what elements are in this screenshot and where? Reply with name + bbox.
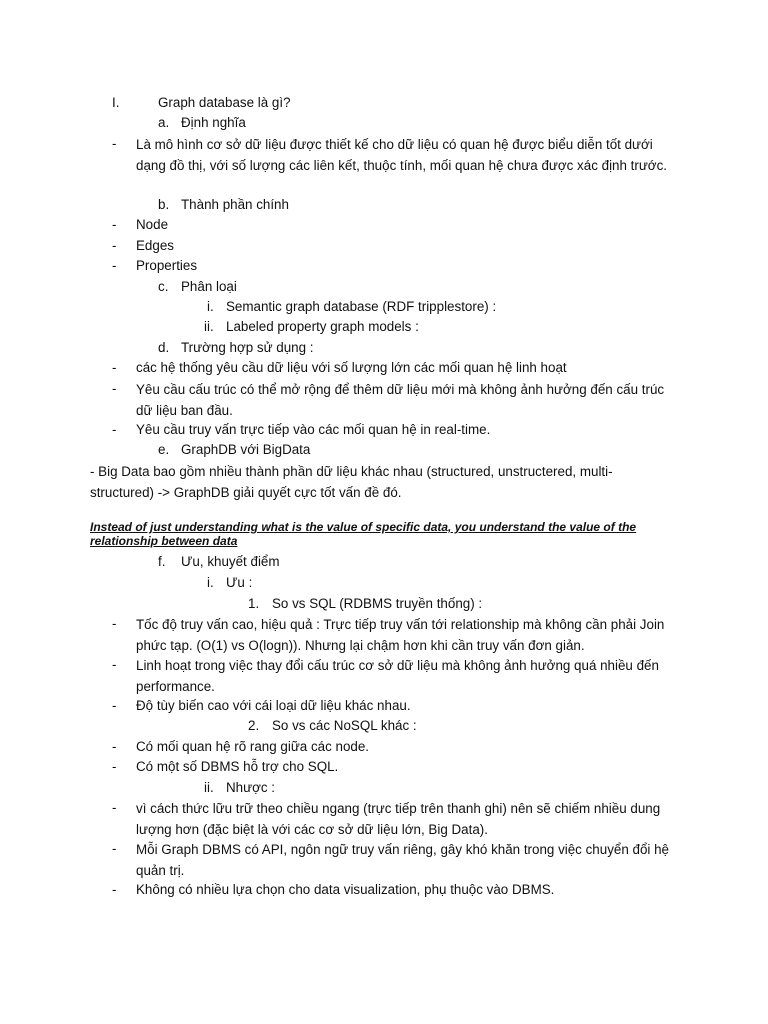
roman-marker: ii. <box>204 319 214 334</box>
bullet-dash: - <box>112 381 117 396</box>
roman-marker: i. <box>207 575 214 590</box>
pros-text: Có một số DBMS hỗ trợ cho SQL. <box>136 759 339 774</box>
subheading-marker: a. <box>158 115 170 130</box>
subheading-title: Phân loại <box>181 279 237 294</box>
bullet-dash: - <box>112 657 117 672</box>
cons-text: vì cách thức lữu trữ theo chiều ngang (trực tiếp trên thanh ghi) nên sẽ chiếm nhiều dung lượng hơn (đặc biệt là với các cơ sở dữ liệu lớn, Big Data). <box>136 801 661 837</box>
bullet-dash: - <box>112 698 117 713</box>
subheading-title: Ưu, khuyết điểm <box>181 554 280 569</box>
bullet-dash: - <box>112 759 117 774</box>
cons-title: Nhược : <box>226 780 275 795</box>
bullet-dash: - <box>112 217 117 232</box>
cons-text: Mỗi Graph DBMS có API, ngôn ngữ truy vấn riêng, gây khó khăn trong việc chuyển đổi hệ quản trị. <box>136 842 669 878</box>
section-title: Graph database là gì? <box>158 95 291 110</box>
bullet-dash: - <box>112 422 117 437</box>
subheading-marker: c. <box>158 279 169 294</box>
bullet-dash: - <box>112 258 117 273</box>
component-text: Node <box>136 217 169 232</box>
section-marker: I. <box>112 95 120 110</box>
bullet-dash: - <box>112 882 117 897</box>
bullet-dash: - <box>112 136 117 151</box>
bullet-dash: - <box>112 616 117 631</box>
bigdata-text: - Big Data bao gồm nhiều thành phần dữ liệu khác nhau (structured, unstructered, multi-structured) -> GraphDB giải quyết cực tốt vấn đề đó. <box>90 464 613 500</box>
subheading-marker: b. <box>158 197 170 212</box>
component-text: Edges <box>136 238 174 253</box>
bullet-dash: - <box>112 238 117 253</box>
bullet-dash: - <box>112 800 117 815</box>
component-text: Properties <box>136 258 198 273</box>
subheading-title: Định nghĩa <box>181 115 246 130</box>
pros-sql-title: So vs SQL (RDBMS truyền thống) : <box>272 596 483 611</box>
roman-marker: ii. <box>204 780 214 795</box>
use-case-text: Yêu cầu cấu trúc có thể mở rộng để thêm dữ liệu mới mà không ảnh hưởng đến cấu trúc dữ liệu ban đầu. <box>136 382 665 418</box>
bullet-dash: - <box>112 739 117 754</box>
subheading-marker: e. <box>158 442 170 457</box>
pros-text: Tốc độ truy vấn cao, hiệu quả : Trực tiếp truy vấn tới relationship mà không cần phải Join phức tạp. (O(1) vs O(logn)). Nhưng lại chậm hơn khi cần truy vấn đơn giản. <box>136 617 665 653</box>
use-case-text: Yêu cầu truy vấn trực tiếp vào các mối quan hệ in real-time. <box>136 422 491 437</box>
pros-nosql-title: So vs các NoSQL khác : <box>272 718 417 733</box>
definition-text: Là mô hình cơ sở dữ liệu được thiết kế cho dữ liệu có quan hệ được biểu diễn tốt dưới dạng đồ thị, với số lượng các liên kết, thuộc tính, mối quan hệ chưa được xác định trước. <box>136 137 667 173</box>
pros-title: Ưu : <box>226 575 253 590</box>
subheading-marker: f. <box>158 554 166 569</box>
roman-marker: i. <box>207 299 214 314</box>
type-text: Labeled property graph models : <box>226 319 419 334</box>
pros-text: Độ tùy biến cao với cái loại dữ liệu khác nhau. <box>136 698 411 713</box>
number-marker: 1. <box>248 596 260 611</box>
subheading-title: Trường hợp sử dụng : <box>181 340 314 355</box>
number-marker: 2. <box>248 718 260 733</box>
bullet-dash: - <box>112 841 117 856</box>
subheading-title: Thành phần chính <box>181 197 289 212</box>
cons-text: Không có nhiều lựa chọn cho data visualization, phụ thuộc vào DBMS. <box>136 882 555 897</box>
subheading-title: GraphDB với BigData <box>181 442 311 457</box>
quote-text: Instead of just understanding what is the value of specific data, you understand the value of the relationship between data <box>90 520 637 548</box>
subheading-marker: d. <box>158 340 170 355</box>
use-case-text: các hệ thống yêu cầu dữ liệu với số lượng lớn các mối quan hệ linh hoạt <box>136 360 567 375</box>
type-text: Semantic graph database (RDF tripplestore) : <box>226 299 497 314</box>
pros-text: Linh hoạt trong việc thay đổi cấu trúc cơ sở dữ liệu mà không ảnh hưởng quá nhiều đến performance. <box>136 658 659 694</box>
bullet-dash: - <box>112 360 117 375</box>
pros-text: Có mối quan hệ rõ rang giữa các node. <box>136 739 370 754</box>
